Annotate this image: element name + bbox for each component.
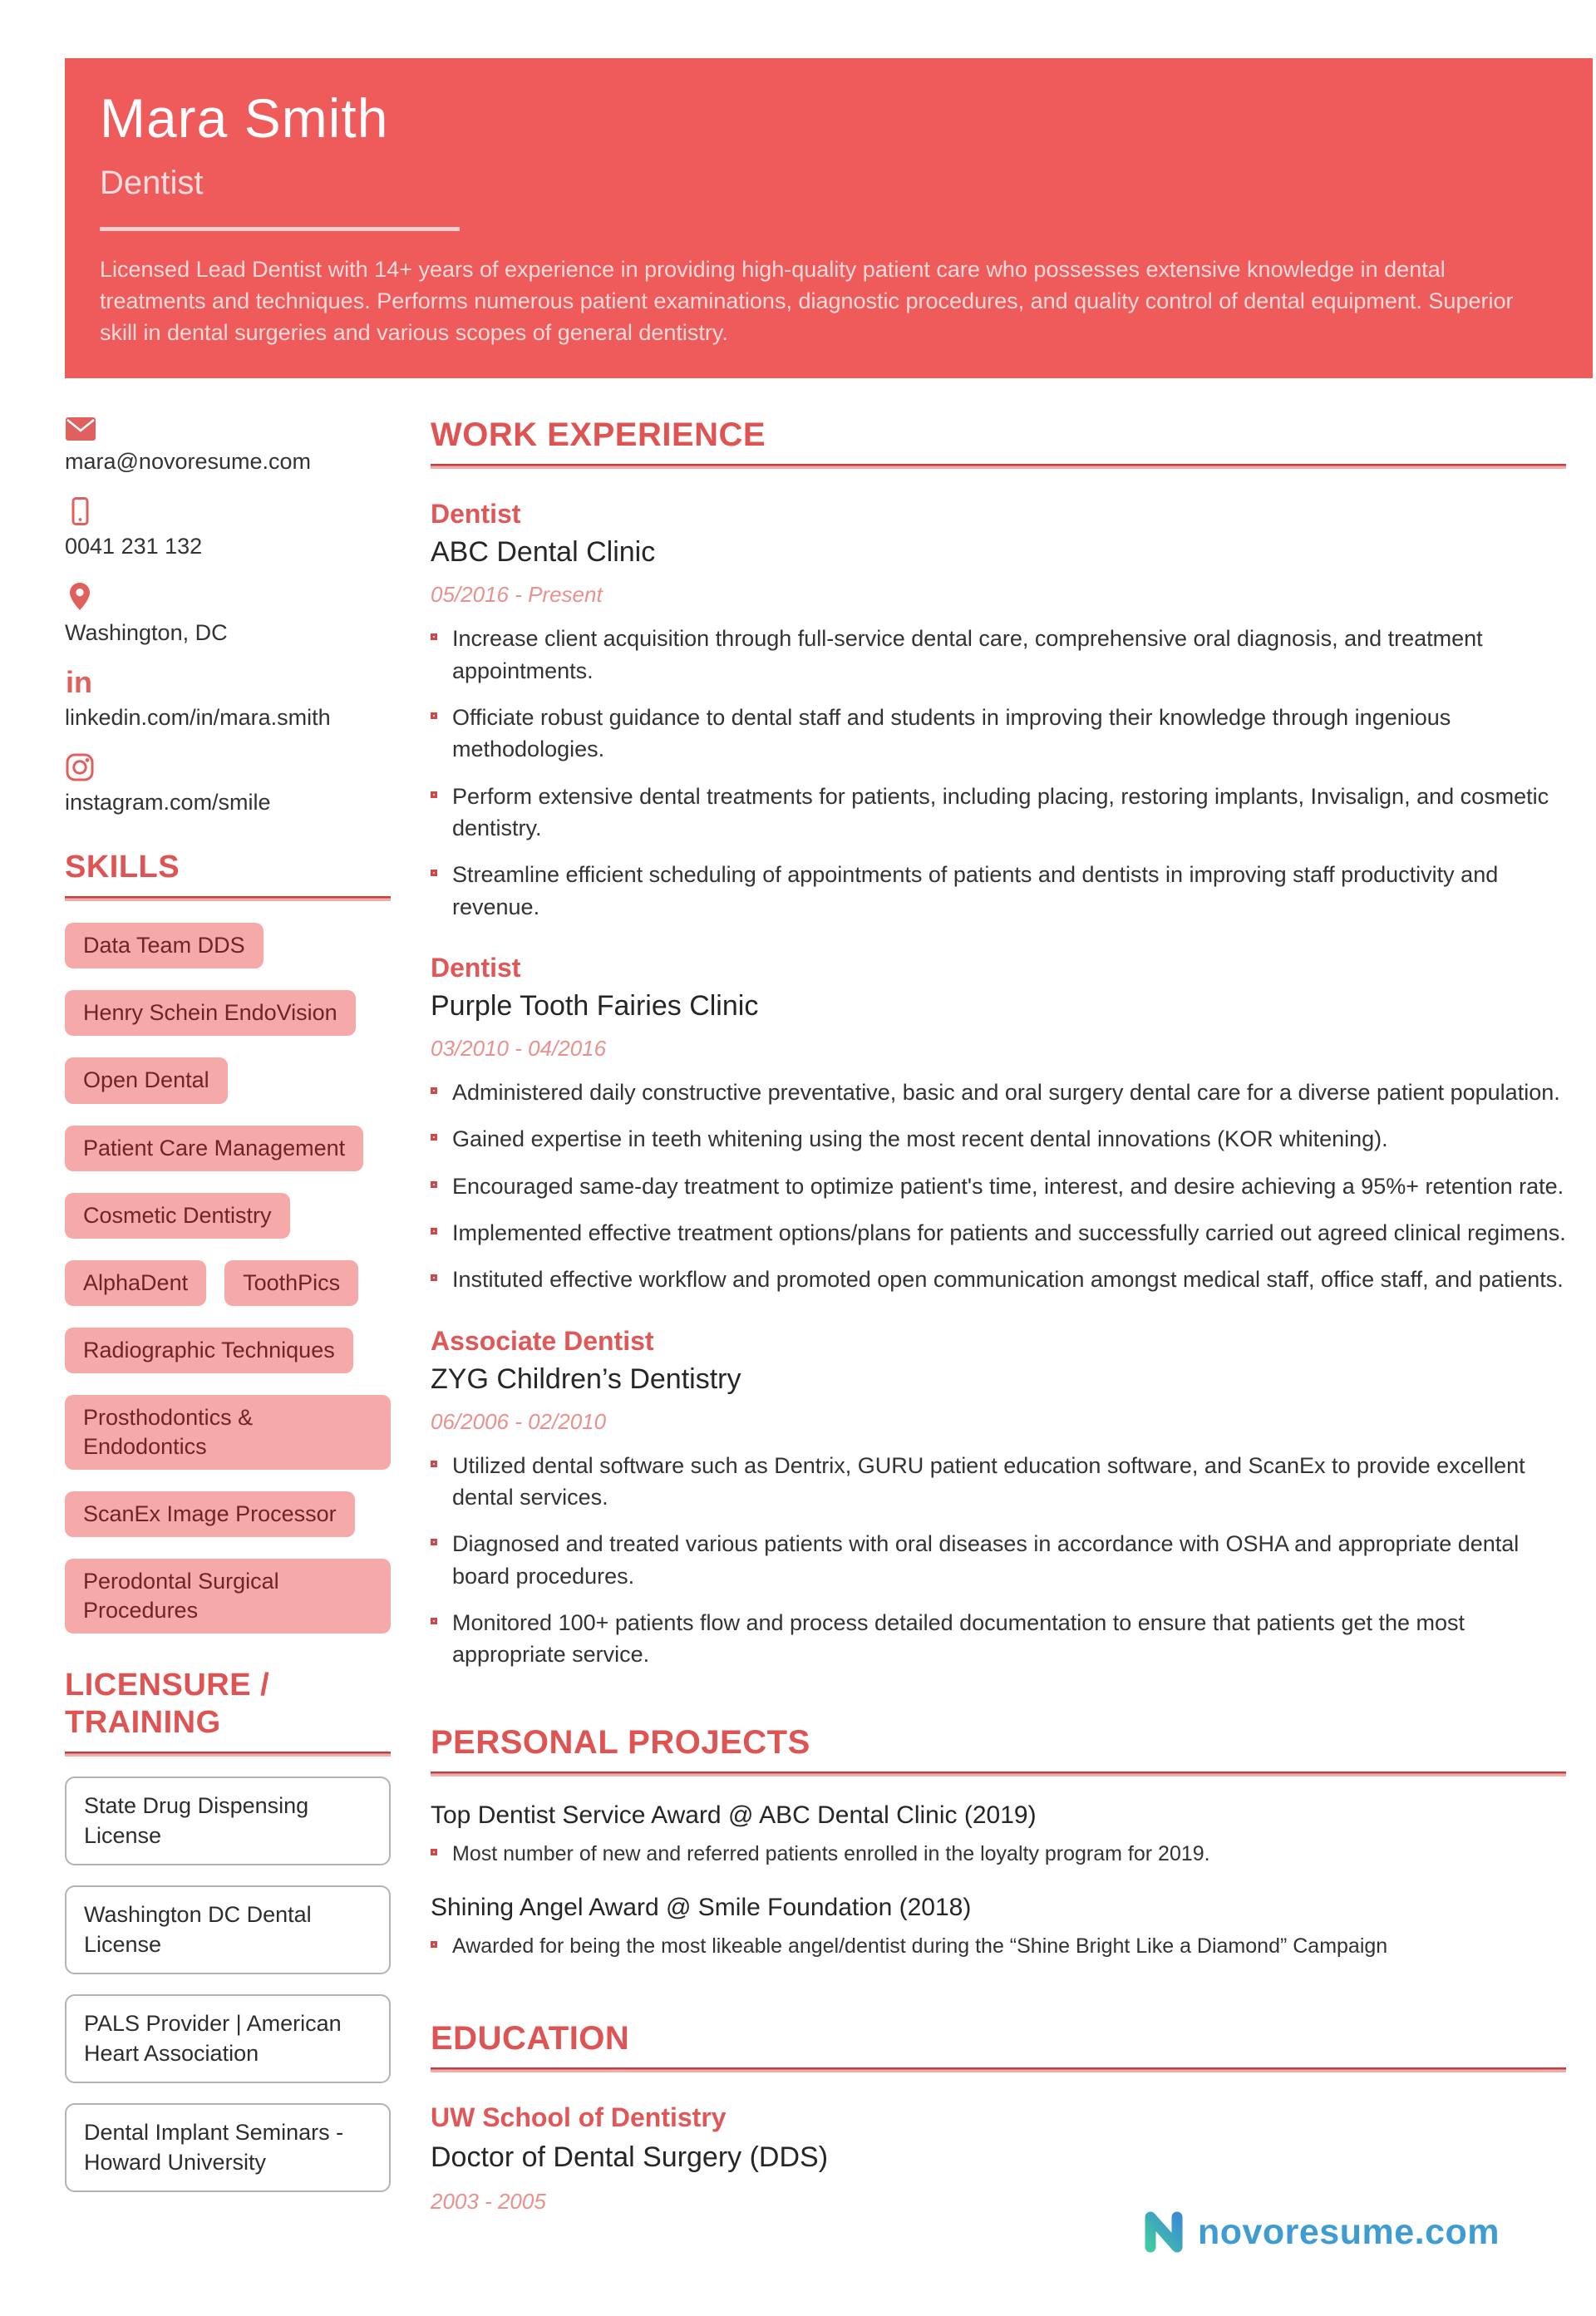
candidate-title: Dentist: [100, 165, 204, 201]
license-card: State Drug Dispensing License: [65, 1776, 391, 1865]
job-title: Dentist: [431, 499, 521, 530]
header-divider: [100, 227, 460, 231]
bullet-item: [431, 1450, 1566, 1514]
bullet-square-icon: [431, 712, 437, 719]
bullet-square-icon: [431, 633, 437, 640]
bullet-item: [431, 702, 1566, 766]
project-title: Top Dentist Service Award @ ABC Dental Clinic (2019): [431, 1801, 1037, 1829]
projects-title-underline: [431, 1771, 1566, 1776]
job-title: Dentist: [431, 953, 521, 983]
skill-tag: Prosthodontics & Endodontics: [65, 1395, 391, 1470]
contact-item-email: [65, 416, 391, 475]
bullet-square-icon: [431, 1941, 437, 1948]
job-company: ABC Dental Clinic: [431, 536, 656, 569]
svg-text:in: in: [66, 668, 92, 698]
bullet-text: Instituted effective workflow and promoted open communication amongst medical staff, office staff, and patients.: [452, 1267, 1564, 1293]
bullet-square-icon: [431, 870, 437, 876]
bullet-square-icon: [431, 1134, 437, 1141]
education-school: UW School of Dentistry: [431, 2102, 727, 2132]
licensure-section: [65, 1667, 391, 2191]
job-bullets: [431, 623, 1566, 923]
projects-title: PERSONAL PROJECTS: [431, 1723, 810, 1761]
license-card: PALS Provider | American Heart Association: [65, 1994, 391, 2083]
resume-header: [65, 58, 1593, 378]
bullet-text: Perform extensive dental treatments for patients, including placing, restoring implants, Invisalign, and cosmetic dentistry.: [452, 783, 1549, 841]
education-title: EDUCATION: [431, 2019, 630, 2057]
bullet-text: Implemented effective treatment options/plans for patients and successfully carried out agreed clinical regimens.: [452, 1220, 1566, 1245]
license-card: Washington DC Dental License: [65, 1885, 391, 1974]
skills-title-underline: [65, 896, 391, 901]
bullet-item: [431, 623, 1566, 687]
envelope-icon: [65, 416, 96, 441]
bullet-text: Increase client acquisition through full-service dental care, comprehensive oral diagnosis, and treatment appointments.: [452, 626, 1483, 683]
email-value[interactable]: mara@novoresume.com: [65, 449, 312, 475]
candidate-summary: Licensed Lead Dentist with 14+ years of experience in providing high-quality patient care who possesses extensive knowledge in dental treatments and techniques. Performs numerous patient examinations, diagnostic procedures, and quality control of dental equipment. Superior skill in dental surgeries and various scopes of general dentistry.: [100, 257, 1514, 345]
project-entry: [431, 1894, 1566, 1962]
bullet-square-icon: [431, 1228, 437, 1234]
location-pin-icon: [65, 581, 95, 613]
instagram-icon: [65, 752, 95, 782]
projects-section: [431, 1724, 1566, 1962]
sidebar: [65, 416, 391, 2260]
bullet-text: Monitored 100+ patients flow and process detailed documentation to ensure that patients get the most appropriate service.: [452, 1609, 1465, 1668]
skill-tag: ToothPics: [224, 1260, 358, 1306]
instagram-value[interactable]: instagram.com/smile: [65, 790, 271, 816]
projects-list: [431, 1801, 1566, 1962]
bullet-text: Utilized dental software such as Dentrix, GURU patient education software, and ScanEx to provide excellent dental services.: [452, 1452, 1525, 1510]
linkedin-icon: [65, 668, 103, 697]
job-entry: [431, 499, 1566, 923]
skill-row: [65, 1193, 391, 1239]
main-content: [431, 416, 1566, 2260]
skill-row: [65, 1395, 391, 1470]
bullet-text: Administered daily constructive preventative, basic and oral surgery dental care for a diverse patient population.: [452, 1080, 1560, 1106]
job-entry: [431, 953, 1566, 1296]
skill-tag: Patient Care Management: [65, 1126, 363, 1171]
work-title-underline: [431, 464, 1566, 469]
bullet-text: Most number of new and referred patients enrolled in the loyalty program for 2019.: [452, 1841, 1210, 1865]
bullet-text: Diagnosed and treated various patients with oral diseases in accordance with OSHA and appropriate dental board procedures.: [452, 1531, 1520, 1589]
skill-tag: Data Team DDS: [65, 923, 264, 968]
bullet-item: [431, 781, 1566, 845]
bullet-item: [431, 1123, 1566, 1155]
contact-item-linkedin: [65, 668, 391, 731]
job-dates: 05/2016 - Present: [431, 582, 603, 608]
bullet-item: [431, 1840, 1566, 1870]
page: [0, 58, 1596, 2316]
skill-row: [65, 923, 391, 968]
project-title: Shining Angel Award @ Smile Foundation (2018): [431, 1894, 972, 1922]
skill-row: [65, 1559, 391, 1634]
skill-tag: ScanEx Image Processor: [65, 1491, 355, 1537]
project-entry: [431, 1801, 1566, 1870]
skill-tag: Radiographic Techniques: [65, 1328, 353, 1373]
skills-section: [65, 849, 391, 1634]
linkedin-value[interactable]: linkedin.com/in/mara.smith: [65, 705, 331, 731]
phone-icon: [65, 496, 95, 526]
bullet-text: Gained expertise in teeth whitening using the most recent dental innovations (KOR whitening).: [452, 1126, 1388, 1152]
bullet-item: [431, 1217, 1566, 1249]
job-company: ZYG Children’s Dentistry: [431, 1362, 741, 1395]
licensure-title: LICENSURE / TRAINING: [65, 1668, 270, 1741]
footer-brand[interactable]: [1140, 2208, 1500, 2256]
project-bullets: [431, 1840, 1566, 1870]
skill-row: [65, 1491, 391, 1537]
skill-row: [65, 1260, 391, 1306]
license-card: Dental Implant Seminars - Howard University: [65, 2103, 391, 2192]
skills-list: [65, 923, 391, 1634]
bullet-item: [431, 1170, 1566, 1202]
candidate-name: Mara Smith: [100, 87, 389, 149]
skills-title: SKILLS: [65, 850, 180, 885]
education-title-underline: [431, 2067, 1566, 2072]
education-degree: Doctor of Dental Surgery (DDS): [431, 2141, 829, 2173]
bullet-text: Encouraged same-day treatment to optimize patient's time, interest, and desire achieving a 95%+ retention rate.: [452, 1173, 1564, 1199]
location-value: Washington, DC: [65, 620, 228, 646]
skill-row: [65, 1057, 391, 1103]
bullet-square-icon: [431, 1539, 437, 1545]
skill-row: [65, 990, 391, 1036]
novoresume-n-logo: [1140, 2208, 1188, 2256]
licensure-list: [65, 1776, 391, 2192]
job-bullets: [431, 1450, 1566, 1671]
job-dates: 03/2010 - 04/2016: [431, 1036, 607, 1062]
skill-tag: Perodontal Surgical Procedures: [65, 1559, 391, 1634]
brand-text[interactable]: novoresume.com: [1197, 2211, 1500, 2252]
bullet-text: Officiate robust guidance to dental staff and students in improving their knowledge through ingenious methodologies.: [452, 705, 1451, 762]
job-bullets: [431, 1077, 1566, 1296]
contact-list: [65, 416, 391, 816]
project-bullets: [431, 1932, 1566, 1962]
bullet-item: [431, 859, 1566, 923]
job-entry: [431, 1326, 1566, 1671]
skill-tag: Cosmetic Dentistry: [65, 1193, 290, 1239]
job-company: Purple Tooth Fairies Clinic: [431, 990, 759, 1022]
bullet-square-icon: [431, 1087, 437, 1094]
bullet-item: [431, 1264, 1566, 1295]
skill-row: [65, 1126, 391, 1171]
bullet-square-icon: [431, 1849, 437, 1855]
bullet-text: Streamline efficient scheduling of appointments of patients and dentists in improving staff productivity and revenue.: [452, 862, 1499, 919]
content-columns: [65, 416, 1566, 2260]
jobs-list: [431, 499, 1566, 1670]
contact-item-phone: [65, 496, 391, 559]
job-title: Associate Dentist: [431, 1325, 654, 1356]
phone-value[interactable]: 0041 231 132: [65, 534, 203, 559]
bullet-item: [431, 1528, 1566, 1592]
contact-item-instagram: [65, 752, 391, 816]
bullet-item: [431, 1077, 1566, 1108]
bullet-square-icon: [431, 791, 437, 798]
bullet-item: [431, 1932, 1566, 1962]
bullet-item: [431, 1607, 1566, 1671]
bullet-square-icon: [431, 1618, 437, 1624]
skill-tag: Open Dental: [65, 1057, 228, 1103]
work-title: WORK EXPERIENCE: [431, 416, 766, 454]
education-dates: 2003 - 2005: [431, 2188, 546, 2214]
licensure-title-underline: [65, 1752, 391, 1757]
bullet-square-icon: [431, 1181, 437, 1188]
bullet-text: Awarded for being the most likeable angel/dentist during the “Shine Bright Like a Diamond” Campaign: [452, 1934, 1388, 1959]
skill-row: [65, 1328, 391, 1373]
skill-tag: AlphaDent: [65, 1260, 206, 1306]
education-section: [431, 2020, 1566, 2215]
work-section: [431, 416, 1566, 1670]
job-dates: 06/2006 - 02/2010: [431, 1408, 607, 1434]
bullet-square-icon: [431, 1461, 437, 1467]
contact-item-location: [65, 581, 391, 646]
skill-tag: Henry Schein EndoVision: [65, 990, 356, 1036]
bullet-square-icon: [431, 1274, 437, 1281]
